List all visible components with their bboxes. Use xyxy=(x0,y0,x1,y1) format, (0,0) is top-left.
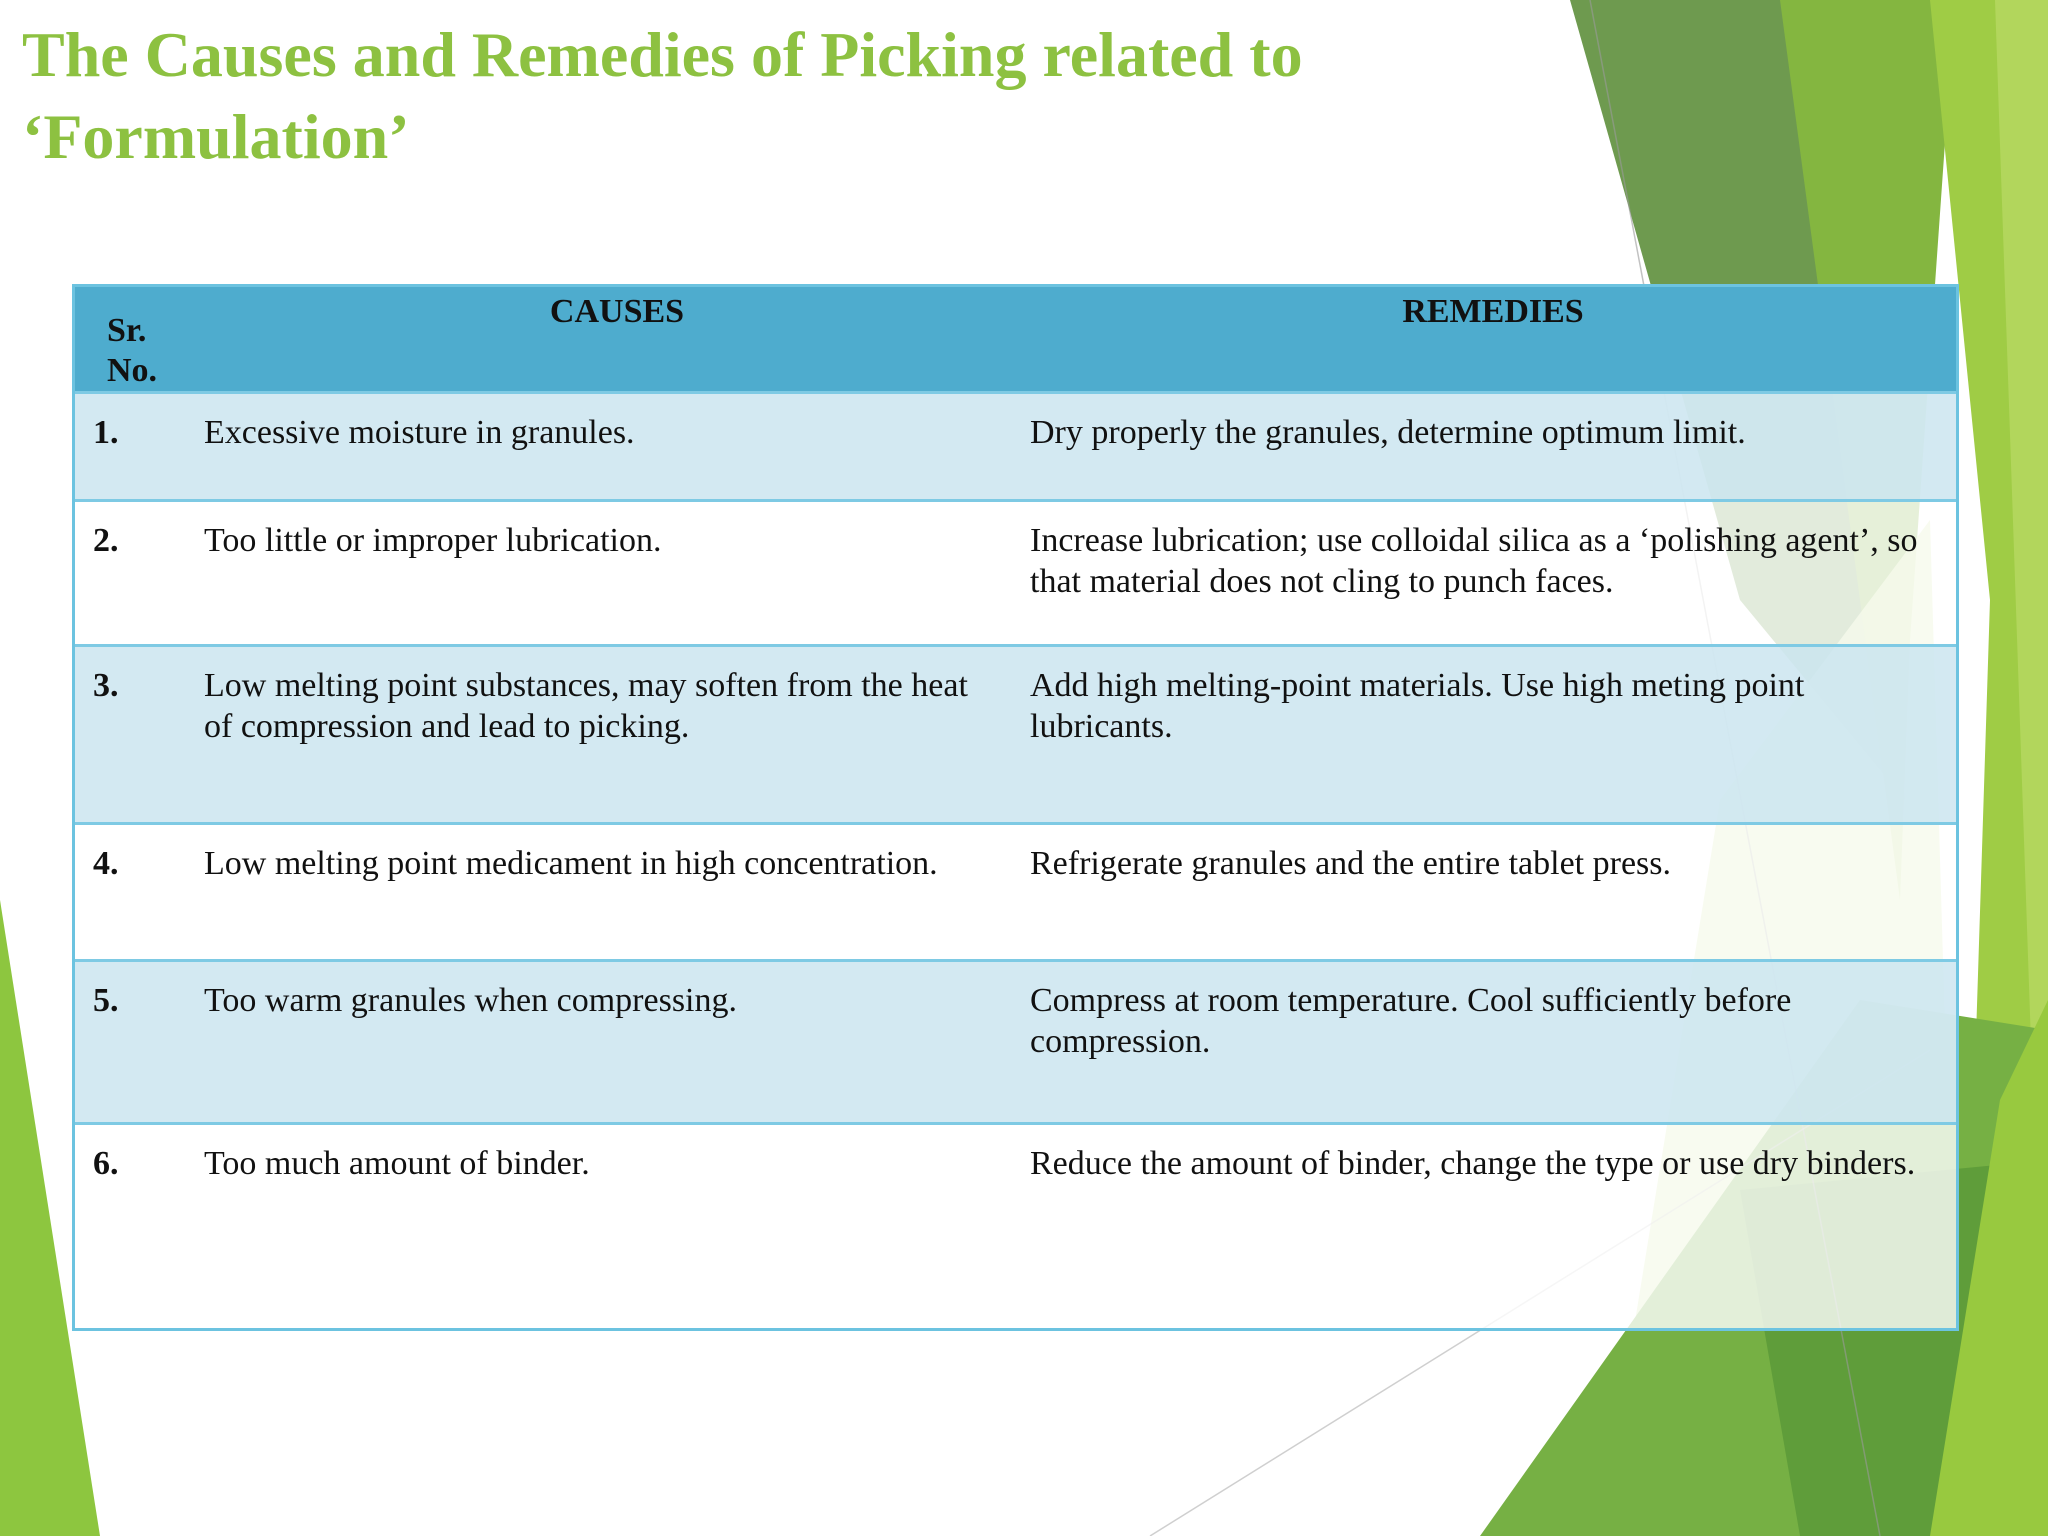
row-cause: Low melting point substances, may soften from the heat of compression and lead to picking. xyxy=(204,667,968,745)
row-remedy: Refrigerate granules and the entire tablet press. xyxy=(1030,845,1672,882)
row-remedy: Add high melting-point materials. Use high meting point lubricants. xyxy=(1030,667,1805,745)
row-number: 4. xyxy=(93,845,119,882)
row-cause: Too warm granules when compressing. xyxy=(204,982,737,1019)
row-number: 5. xyxy=(93,982,119,1019)
header-sr-no-label: Sr. No. xyxy=(107,312,158,389)
table-row xyxy=(75,961,1956,1124)
row-number: 3. xyxy=(93,667,119,704)
table-header xyxy=(75,287,1956,393)
row-remedy: Compress at room temperature. Cool sufficiently before compression. xyxy=(1030,982,1792,1060)
row-cause: Low melting point medicament in high concentration. xyxy=(204,845,938,882)
header-causes: CAUSES xyxy=(549,293,685,330)
row-remedy: Reduce the amount of binder, change the type or use dry binders. xyxy=(1030,1145,1916,1182)
row-cause: Too little or improper lubrication. xyxy=(204,522,662,559)
table-row xyxy=(75,1124,1956,1329)
header-row xyxy=(75,287,1956,393)
table xyxy=(75,287,1956,1328)
row-remedy: Dry properly the granules, determine optimum limit. xyxy=(1030,414,1746,451)
slide-title: The Causes and Remedies of Picking related to ‘Formulation’ xyxy=(22,19,1303,172)
row-number: 1. xyxy=(93,414,119,451)
header-remedies: REMEDIES xyxy=(1402,293,1584,330)
row-number: 6. xyxy=(93,1145,119,1182)
row-cause: Too much amount of binder. xyxy=(204,1145,590,1182)
row-number: 2. xyxy=(93,522,119,559)
table-row xyxy=(75,824,1956,961)
row-remedy: Increase lubrication; use colloidal silica as a ‘polishing agent’, so that material does not cling to punch faces. xyxy=(1030,522,1918,600)
table-row xyxy=(75,501,1956,646)
causes-remedies-table xyxy=(72,284,1959,1331)
table-row xyxy=(75,393,1956,501)
header-sr-no xyxy=(75,287,204,393)
row-cause: Excessive moisture in granules. xyxy=(204,414,635,451)
table-body xyxy=(75,393,1956,1329)
table-row xyxy=(75,646,1956,824)
